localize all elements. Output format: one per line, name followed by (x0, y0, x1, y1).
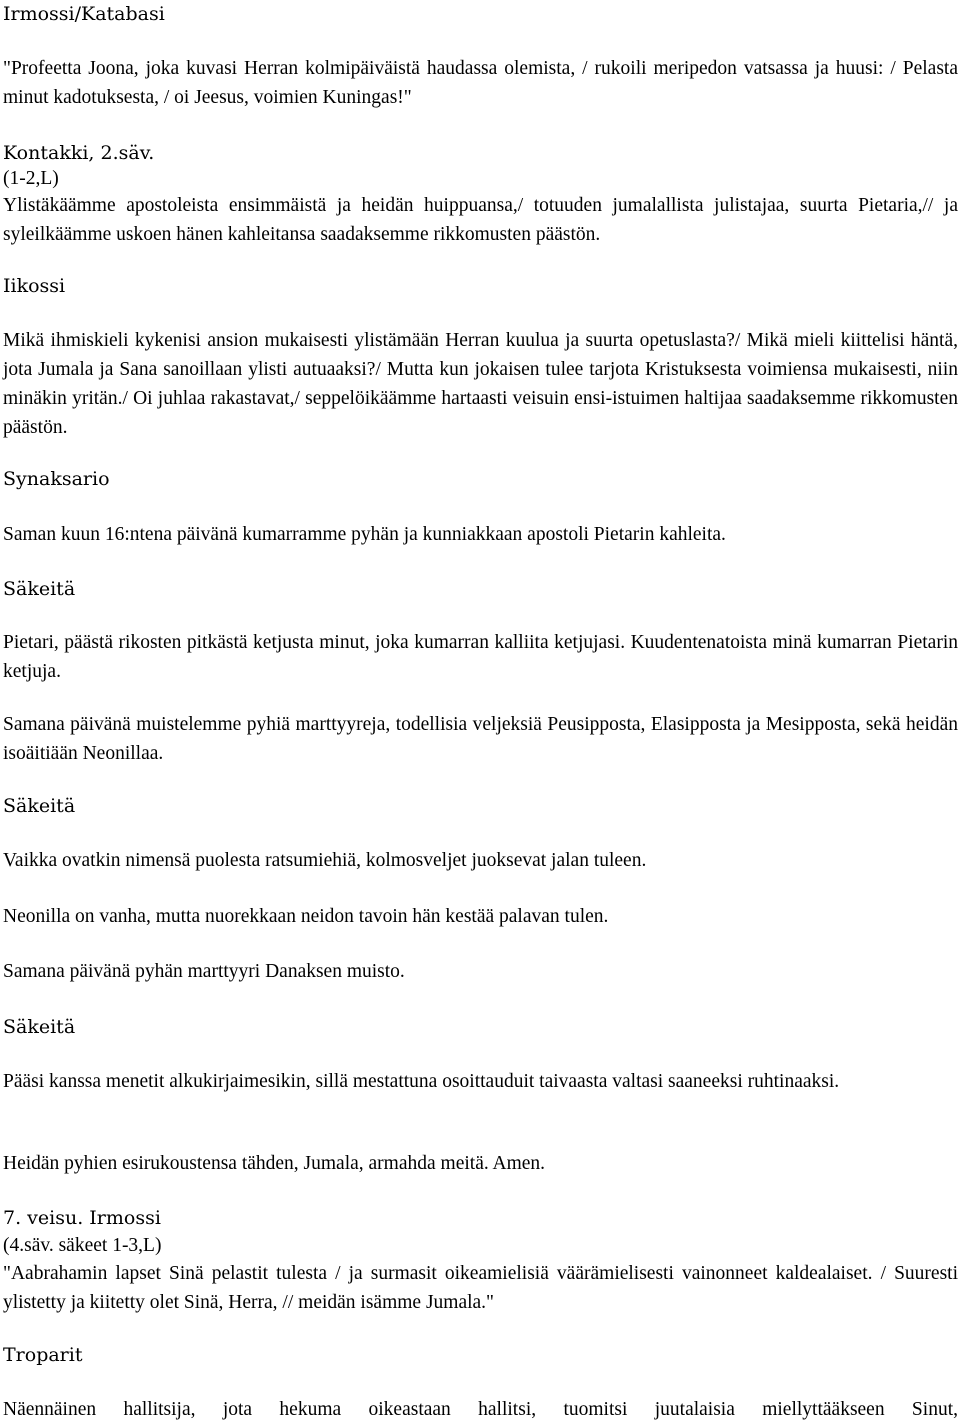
saekeita-paragraph: Vaikka ovatkin nimensä puolesta ratsumiehiä, kolmosveljet juoksevat jalan tuleen. (3, 850, 647, 871)
saekeita-paragraph: Heidän pyhien esirukoustensa tähden, Jumala, armahda meitä. Amen. (3, 1153, 546, 1174)
irmossi-paragraph: "Profeetta Joona, joka kuvasi Herran kolmipäiväistä haudassa olemista, / rukoili meripedon vatsassa ja huusi: / Pelasta minut kadotuksesta, / oi Jeesus, voimien Kuningas!" (3, 58, 958, 108)
iikossi-heading: Iikossi (3, 275, 66, 297)
synaksario-paragraph: Saman kuun 16:ntena päivänä kumarramme pyhän ja kunniakkaan apostoli Pietarin kahleita. (3, 524, 726, 545)
troparit-heading: Troparit (3, 1344, 83, 1366)
synaksario-heading: Synaksario (3, 468, 110, 490)
veisu-heading: 7. veisu. Irmossi (3, 1207, 161, 1229)
veisu-tone-note: (4.säv. säkeet 1-3,L) (3, 1235, 162, 1256)
saekeita-heading: Säkeitä (3, 578, 76, 600)
kontakki-tone-note: (1-2,L) (3, 168, 59, 189)
saekeita-paragraph: Neonilla on vanha, mutta nuorekkaan neidon tavoin hän kestää palavan tulen. (3, 906, 609, 927)
saekeita-paragraph: Samana päivänä pyhän marttyyri Danaksen muisto. (3, 961, 405, 982)
saekeita-heading: Säkeitä (3, 1016, 76, 1038)
veisu-paragraph: "Aabrahamin lapset Sinä pelastit tulesta / ja surmasit oikeamielisiä väärämielisesti vainonneet kaldealaiset. / Suuresti ylistetty ja kiitetty olet Sinä, Herra, // meidän isämme Jumala." (3, 1263, 958, 1313)
saekeita-heading: Säkeitä (3, 795, 76, 817)
kontakki-paragraph: Ylistäkäämme apostoleista ensimmäistä ja heidän huippuansa,/ totuuden jumalallista julistajaa, suurta Pietaria,// ja syleilkäämme uskoen hänen kahleitansa saadaksemme rikkomusten päästön. (3, 195, 958, 245)
kontakki-heading: Kontakki, 2.säv. (3, 142, 155, 164)
iikossi-paragraph: Mikä ihmiskieli kykenisi ansion mukaisesti ylistämään Herran kuulua ja suurta opetuslasta?/ Mikä mieli kiittelisi häntä, jota Jumala ja Sana sanoillaan ylisti autuaaksi?/ Mutta kun jokaisen tulee tarjota Kristuksesta voimiensa mukaisesti, niin minäkin yritän./ Oi juhlaa rakastavat,/ seppelöikäämme hartaasti veisuin ensi-istuimen haltijaa saadaksemme rikkomusten päästön. (3, 330, 958, 438)
saekeita-paragraph: Pääsi kanssa menetit alkukirjaimesikin, sillä mestattuna osoittauduit taivaasta valtasi saaneeksi ruhtinaaksi. (3, 1071, 840, 1092)
troparit-paragraph: Näennäinen hallitsija, jota hekuma oikeastaan hallitsi, tuomitsi juutalaisia miellyttääkseen Sinut, (3, 1399, 958, 1420)
saekeita-paragraph: Samana päivänä muistelemme pyhiä marttyyreja, todellisia veljeksiä Peusipposta, Elasipposta ja Mesipposta, sekä heidän isoäitiään Neonillaa. (3, 714, 958, 764)
saekeita-paragraph: Pietari, päästä rikosten pitkästä ketjusta minut, joka kumarran kalliita ketjujasi. Kuudentenatoista minä kumarran Pietarin ketjuja. (3, 632, 958, 682)
irmossi-heading: Irmossi/Katabasi (3, 3, 165, 25)
